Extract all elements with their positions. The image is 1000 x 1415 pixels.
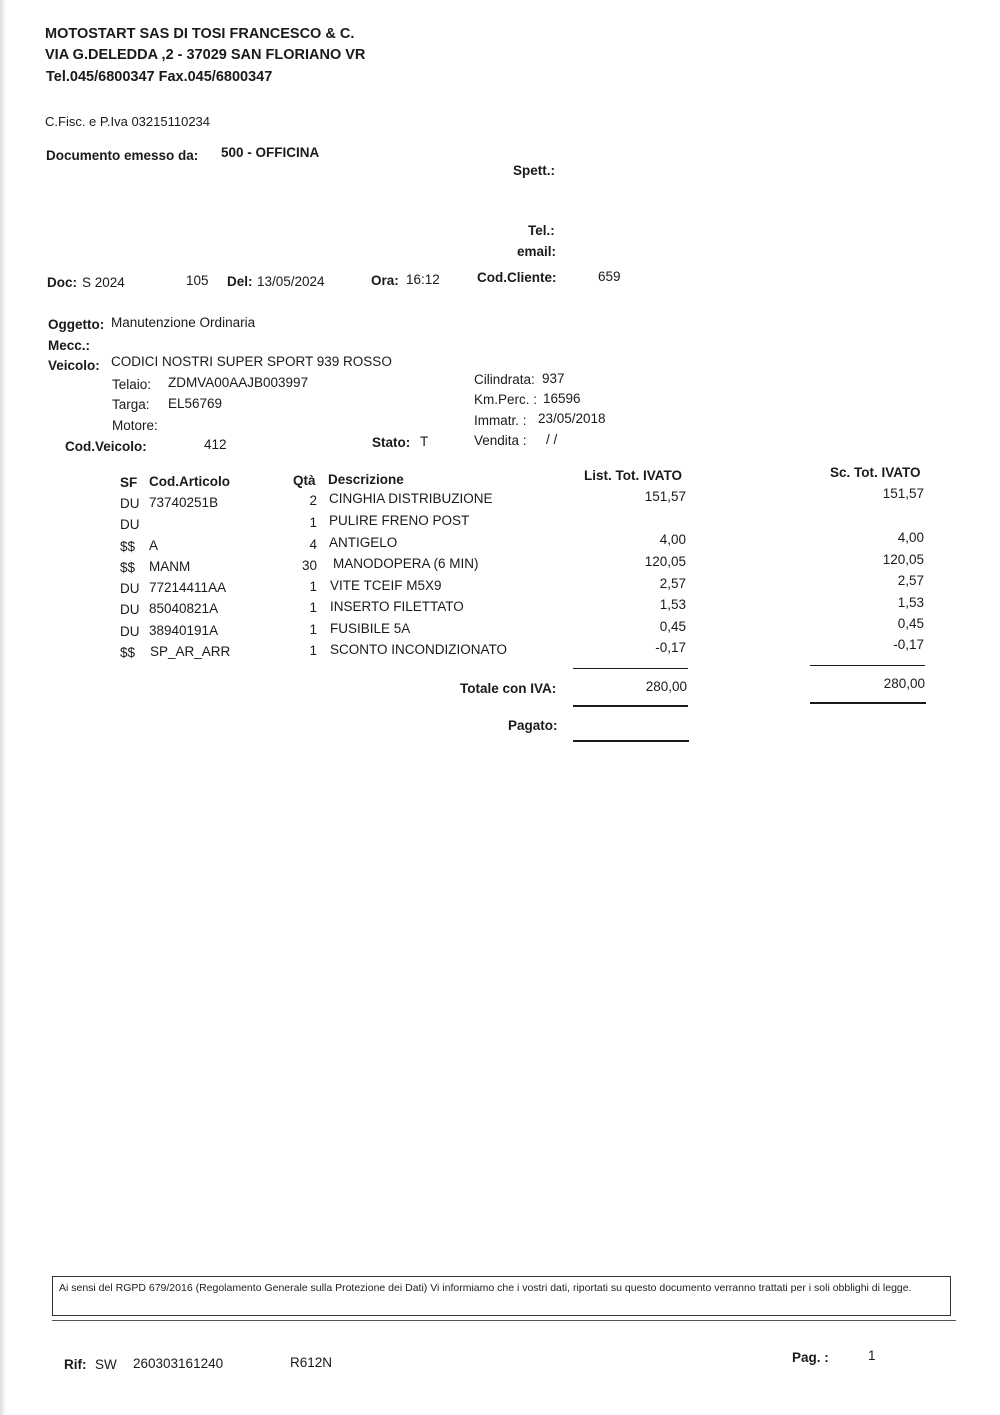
issuer-label: Documento emesso da: xyxy=(46,148,199,163)
cell-sc: -0,17 xyxy=(893,637,924,652)
cell-sf: DU xyxy=(120,496,140,511)
cell-list: 151,57 xyxy=(644,489,686,504)
vendita-label: Vendita : xyxy=(474,433,527,448)
cell-list: 120,05 xyxy=(644,554,686,569)
immatr-value: 23/05/2018 xyxy=(538,411,606,426)
cod-veicolo-value: 412 xyxy=(204,437,227,452)
stato-value: T xyxy=(420,434,429,449)
total-rule-sc xyxy=(810,702,926,704)
rif-number: 260303161240 xyxy=(133,1356,224,1371)
cell-sf: DU xyxy=(120,624,140,639)
privacy-notice xyxy=(52,1276,951,1316)
immatr-label: Immatr. : xyxy=(474,413,527,428)
cell-list: 0,45 xyxy=(659,619,686,634)
paid-label: Pagato: xyxy=(508,718,558,733)
cell-sf: DU xyxy=(120,517,140,532)
cliente-code: 659 xyxy=(598,269,621,284)
email-label: email: xyxy=(517,244,557,259)
cell-sc: 151,57 xyxy=(882,486,924,501)
cell-sc: 4,00 xyxy=(897,530,924,545)
cell-desc: CINGHIA DISTRIBUZIONE xyxy=(329,491,493,506)
tel-label: Tel.: xyxy=(528,223,555,238)
company-address: VIA G.DELEDDA ,2 - 37029 SAN FLORIANO VR xyxy=(45,47,366,63)
cell-qta: 1 xyxy=(309,600,317,615)
col-header-list: List. Tot. IVATO xyxy=(584,468,682,483)
km-label: Km.Perc. : xyxy=(474,392,538,407)
cell-list: 4,00 xyxy=(659,532,686,547)
cell-cod: 38940191A xyxy=(149,623,219,638)
cilindrata-value: 937 xyxy=(542,371,565,386)
company-name: MOTOSTART SAS DI TOSI FRANCESCO & C. xyxy=(45,26,355,42)
cell-qta: 30 xyxy=(301,558,317,573)
del-label: Del: xyxy=(227,274,253,289)
ora-label: Ora: xyxy=(371,273,399,288)
cell-qta: 1 xyxy=(309,643,317,658)
doc-series: S 2024 xyxy=(82,275,125,290)
cliente-label: Cod.Cliente: xyxy=(477,270,557,285)
privacy-text: Ai sensi del RGPD 679/2016 (Regolamento Generale sulla Protezione dei Dati) Vi informiamo che i vostri dati, riportati su questo documento verranno trattati per i soli obblighi di legge. xyxy=(59,1282,912,1294)
cell-qta: 1 xyxy=(309,579,317,594)
vendita-value: / / xyxy=(546,432,558,447)
col-header-sf: SF xyxy=(120,475,138,490)
cell-cod: 73740251B xyxy=(149,495,219,510)
cell-sc: 120,05 xyxy=(882,552,924,567)
rif-code: SW xyxy=(95,1357,117,1372)
rif-label: Rif: xyxy=(64,1357,87,1372)
doc-time: 16:12 xyxy=(406,272,440,287)
motore-label: Motore: xyxy=(112,418,158,433)
cell-desc: INSERTO FILETTATO xyxy=(330,599,464,614)
cilindrata-label: Cilindrata: xyxy=(474,372,535,387)
cell-sf: DU xyxy=(120,602,140,617)
spett-label: Spett.: xyxy=(513,163,555,178)
cell-qta: 2 xyxy=(309,493,317,508)
telaio-value: ZDMVA00AAJB003997 xyxy=(168,375,309,390)
subtotal-rule-sc xyxy=(810,665,925,666)
cell-qta: 1 xyxy=(309,622,317,637)
cell-cod: 77214411AA xyxy=(149,580,227,595)
page-number: 1 xyxy=(868,1348,876,1363)
doc-date: 13/05/2024 xyxy=(257,274,325,289)
cell-sf: DU xyxy=(120,581,140,596)
cell-sc: 1,53 xyxy=(897,595,924,610)
cell-desc: SCONTO INCONDIZIONATO xyxy=(330,642,508,657)
cell-sf: $$ xyxy=(120,560,136,575)
targa-value: EL56769 xyxy=(168,396,223,411)
col-header-cod: Cod.Articolo xyxy=(149,474,230,489)
oggetto-label: Oggetto: xyxy=(48,317,105,332)
veicolo-value: CODICI NOSTRI SUPER SPORT 939 ROSSO xyxy=(111,354,392,369)
cell-sf: $$ xyxy=(120,645,136,660)
col-header-sc: Sc. Tot. IVATO xyxy=(830,465,921,480)
telaio-label: Telaio: xyxy=(112,377,152,392)
cell-desc: FUSIBILE 5A xyxy=(330,621,411,636)
total-sc: 280,00 xyxy=(883,676,925,691)
issuer-value: 500 - OFFICINA xyxy=(221,145,320,160)
ref-code: R612N xyxy=(290,1355,333,1370)
km-value: 16596 xyxy=(543,391,581,406)
privacy-underline xyxy=(52,1320,956,1321)
cell-sc: 0,45 xyxy=(897,616,924,631)
cell-list: 2,57 xyxy=(659,576,686,591)
cell-desc: MANODOPERA (6 MIN) xyxy=(333,556,479,571)
company-phone-fax: Tel.045/6800347 Fax.045/6800347 xyxy=(46,69,273,85)
cell-desc: PULIRE FRENO POST xyxy=(329,513,470,528)
cell-cod: A xyxy=(149,538,159,553)
total-list: 280,00 xyxy=(645,679,687,694)
page-label: Pag. : xyxy=(792,1350,829,1365)
targa-label: Targa: xyxy=(112,397,150,412)
veicolo-label: Veicolo: xyxy=(48,358,100,373)
subtotal-rule-list xyxy=(573,668,688,669)
cell-qta: 4 xyxy=(309,537,317,552)
cell-qta: 1 xyxy=(309,515,317,530)
scan-shadow xyxy=(0,0,6,1415)
col-header-qta: Qtà xyxy=(293,473,316,488)
cell-sf: $$ xyxy=(120,539,136,554)
cell-sc: 2,57 xyxy=(897,573,924,588)
cell-list: 1,53 xyxy=(659,597,686,612)
cod-veicolo-label: Cod.Veicolo: xyxy=(65,439,147,454)
stato-label: Stato: xyxy=(372,435,411,450)
oggetto-value: Manutenzione Ordinaria xyxy=(111,315,256,330)
total-label: Totale con IVA: xyxy=(460,681,557,696)
doc-label: Doc: xyxy=(47,275,77,290)
cell-cod: SP_AR_ARR xyxy=(150,644,231,659)
col-header-desc: Descrizione xyxy=(328,472,404,487)
cell-desc: VITE TCEIF M5X9 xyxy=(330,578,442,593)
company-tax-id: C.Fisc. e P.Iva 03215110234 xyxy=(45,114,211,129)
cell-desc: ANTIGELO xyxy=(329,535,398,550)
cell-list: -0,17 xyxy=(655,640,686,655)
total-rule-list xyxy=(573,705,688,707)
paid-rule xyxy=(573,740,689,742)
mecc-label: Mecc.: xyxy=(48,338,91,353)
cell-cod: MANM xyxy=(149,559,191,574)
doc-number: 105 xyxy=(186,273,209,288)
cell-cod: 85040821A xyxy=(149,601,219,616)
